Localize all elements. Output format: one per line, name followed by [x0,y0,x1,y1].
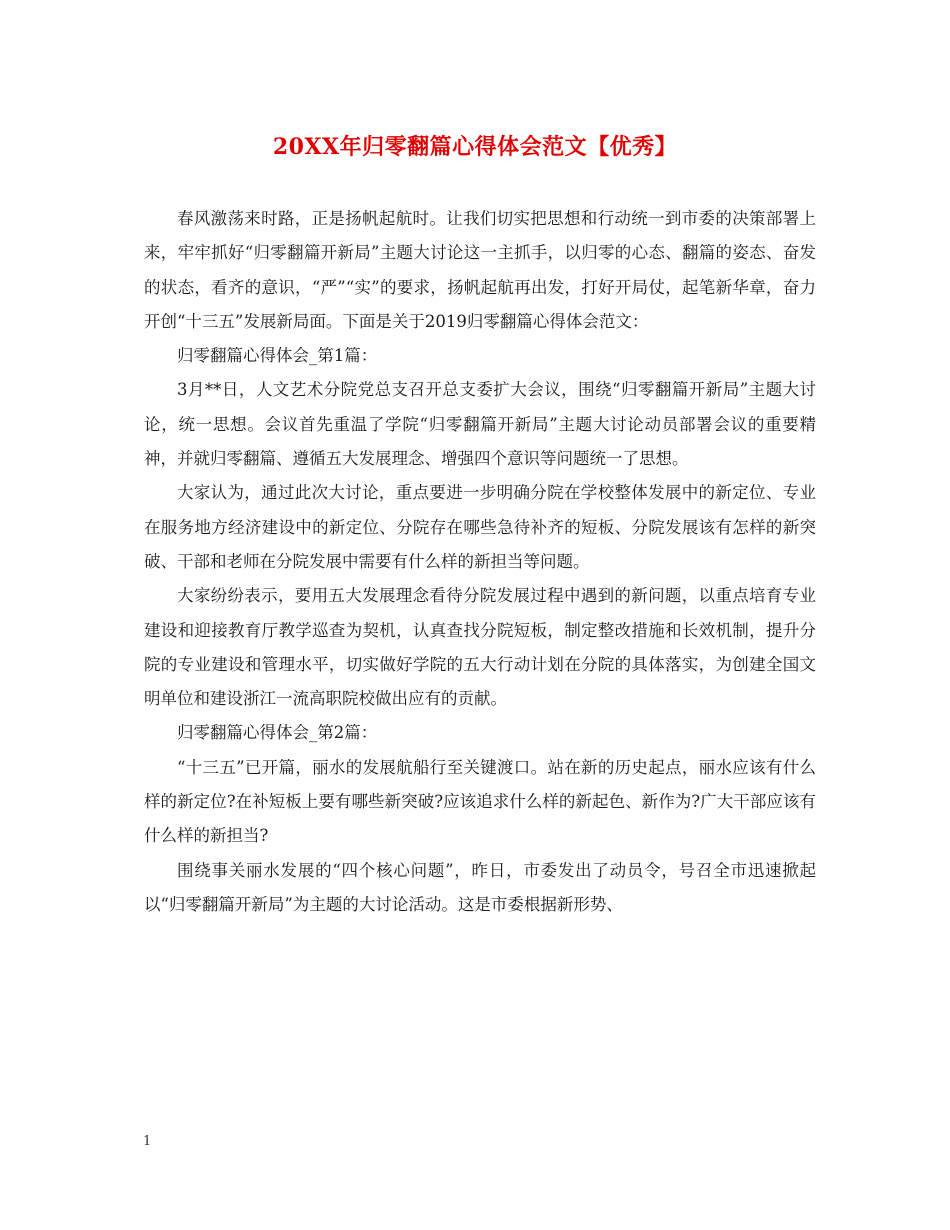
page-number: 1 [143,1134,152,1149]
body-paragraph: 3月**日，人文艺术分院党总支召开总支委扩大会议，围绕“归零翻篇开新局”主题大讨论，统一思想。会议首先重温了学院“归零翻篇开新局”主题大讨论动员部署会议的重要精神，并就归零翻篇、遵循五大发展理念、增强四个意识等问题统一了思想。 [144,380,816,469]
document-body [144,202,816,922]
intro-paragraph: 春风激荡来时路，正是扬帆起航时。让我们切实把思想和行动统一到市委的决策部署上来，牢牢抓好“归零翻篇开新局”主题大讨论这一主抓手，以归零的心态、翻篇的姿态、奋发的状态，看齐的意识，“严”“实”的要求，扬帆起航再出发，打好开局仗，起笔新华章，奋力开创“十三五”发展新局面。下面是关于2019归零翻篇心得体会范文： [144,209,816,331]
body-paragraph: 围绕事关丽水发展的“四个核心问题”，昨日，市委发出了动员令，号召全市迅速掀起以“归零翻篇开新局”为主题的大讨论活动。这是市委根据新形势、 [144,860,816,914]
body-paragraph: 大家认为，通过此次大讨论，重点要进一步明确分院在学校整体发展中的新定位、专业在服务地方经济建设中的新定位、分院存在哪些急待补齐的短板、分院发展该有怎样的新突破、干部和老师在分院发展中需要有什么样的新担当等问题。 [144,483,816,571]
body-paragraph: “十三五”已开篇，丽水的发展航船行至关键渡口。站在新的历史起点，丽水应该有什么样的新定位?在补短板上要有哪些新突破?应该追求什么样的新起色、新作为?广大干部应该有什么样的新担当? [144,757,816,846]
document-title: 20XX年归零翻篇心得体会范文【优秀】 [272,134,678,160]
body-paragraph: 大家纷纷表示，要用五大发展理念看待分院发展过程中遇到的新问题，以重点培育专业建设和迎接教育厅教学巡查为契机，认真查找分院短板，制定整改措施和长效机制，提升分院的专业建设和管理水平，切实做好学院的五大行动计划在分院的具体落实，为创建全国文明单位和建设浙江一流高职院校做出应有的贡献。 [144,586,816,709]
section-heading-2: 归零翻篇心得体会_第2篇： [177,723,378,743]
section-heading-1: 归零翻篇心得体会_第1篇： [177,346,378,366]
